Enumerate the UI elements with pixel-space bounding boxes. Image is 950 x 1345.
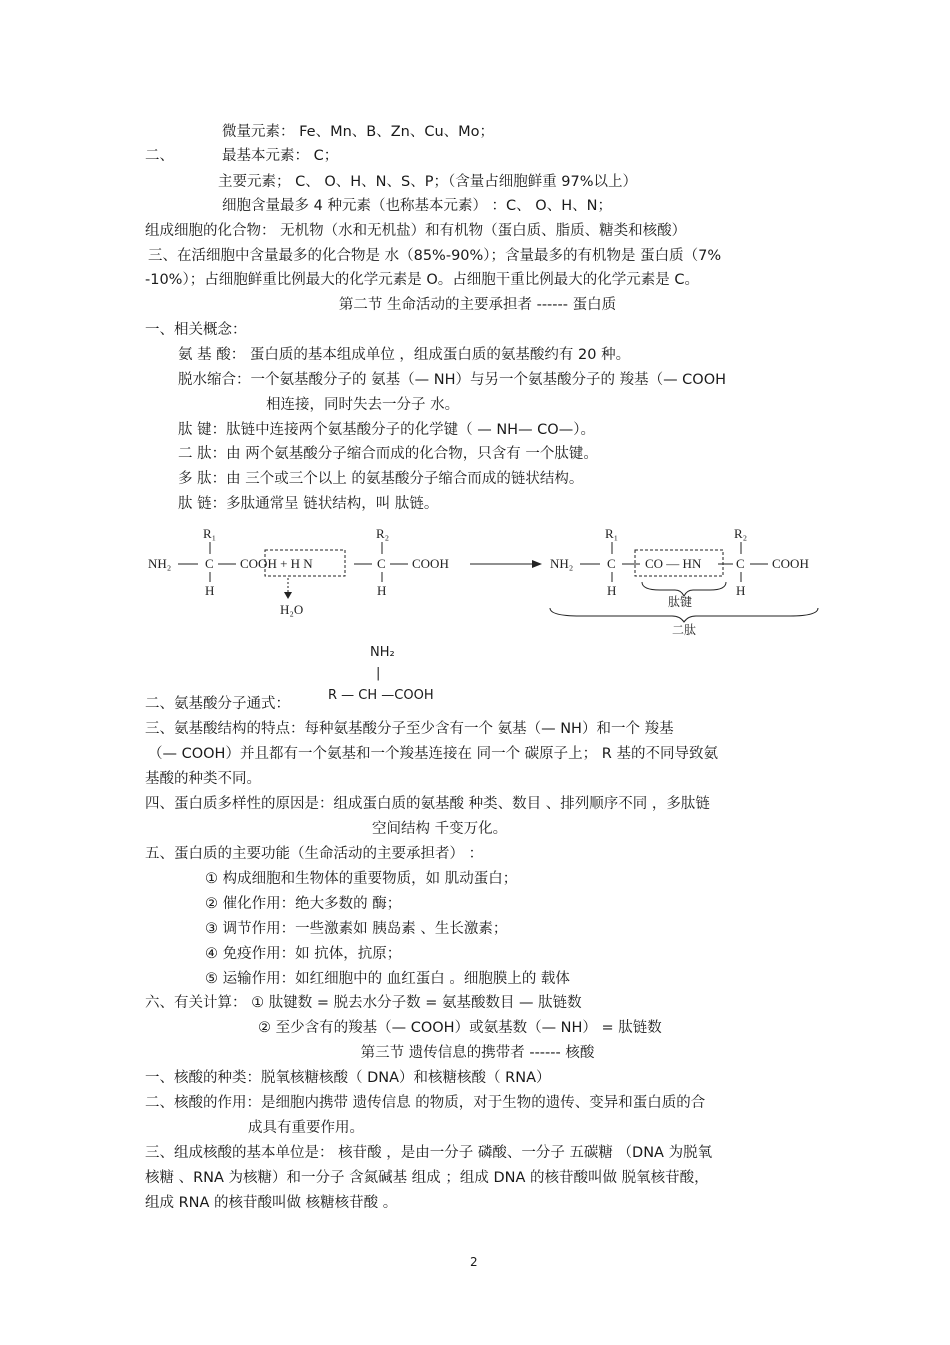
formula-bond: | [376, 666, 381, 681]
right-middle-label: CO — HN [645, 556, 702, 571]
calculation-line2: ② 至少含有的羧基（— COOH）或氨基数（— NH） = 肽链数 [258, 1020, 662, 1036]
nucleic-acid-role-1: 二、核酸的作用：是细胞内携带 遗传信息 的物质，对于生物的遗传、变异和蛋白质的合 [145, 1095, 706, 1111]
function-item: ① 构成细胞和生物体的重要物质，如 肌动蛋白； [205, 871, 518, 887]
calculation-line1: 六、有关计算： ① 肽键数 = 脱去水分子数 = 氨基酸数目 — 肽链数 [145, 995, 582, 1011]
concepts-heading: 一、相关概念： [145, 322, 247, 338]
left-middle-label: COOH + H N [240, 556, 313, 571]
nucleic-acid-types: 一、核酸的种类：脱氧核糖核酸（ DNA）和核糖核酸（ RNA） [145, 1070, 551, 1086]
hydrogen-label: H [607, 583, 617, 598]
hydrogen-label: H [205, 583, 215, 598]
cooh-label: COOH [772, 556, 809, 571]
polypeptide-def: 多 肽：由 三个或三个以上 的氨基酸分子缩合而成的链状结构。 [178, 471, 584, 487]
peptide-chain-def: 肽 链：多肽通常呈 链状结构，叫 肽链。 [178, 496, 439, 512]
peptide-bond-def: 肽 键：肽链中连接两个氨基酸分子的化学键（ — NH— CO—）。 [178, 422, 595, 438]
general-formula-heading: 二、氨基酸分子通式： [145, 696, 290, 712]
dehydration-diagram [140, 520, 830, 640]
peptide-bond-label: 肽键 [668, 595, 693, 609]
hydrogen-label: H [377, 583, 387, 598]
section3-title: 第三节 遗传信息的携带者 ------ 核酸 [360, 1045, 595, 1061]
carbon-label: C [607, 556, 616, 571]
diversity-line1: 四、蛋白质多样性的原因是：组成蛋白质的氨基酸 种类、数目 、排列顺序不同 ，多肽链 [145, 796, 710, 812]
structure-line3: 基酸的种类不同。 [145, 771, 261, 787]
section2-title: 第二节 生命活动的主要承担者 ------ 蛋白质 [338, 297, 617, 313]
hydrogen-label: H [736, 583, 746, 598]
r2-label: R₂ [376, 526, 390, 541]
r1-label: R₁ [605, 526, 619, 541]
carbon-label: C [736, 556, 745, 571]
cell-most-elements-line: 细胞含量最多 4 种元素（也称基本元素） ：C、 O、H、N； [222, 198, 612, 214]
cooh-label: COOH [412, 556, 449, 571]
function-item: ② 催化作用：绝大多数的 酶； [205, 896, 402, 912]
item-number: 二、 [145, 148, 174, 164]
diversity-line2: 空间结构 千变万化。 [372, 821, 508, 837]
dehydration-def-1: 脱水缩合：一个氨基酸分子的 氨基（— NH）与另一个氨基酸分子的 羧基（— COOH [178, 372, 727, 388]
r2-label: R₂ [734, 526, 748, 541]
nh2-label: NH₂ [550, 556, 574, 571]
amino-acid-def: 氨 基 酸： 蛋白质的基本组成单位 ，组成蛋白质的氨基酸约有 20 种。 [178, 347, 631, 363]
functions-heading: 五、蛋白质的主要功能（生命活动的主要承担者） ： [145, 846, 484, 862]
formula-chain: R — CH —COOH [328, 688, 434, 703]
formula-nh2: NH₂ [370, 645, 395, 660]
function-item: ⑤ 运输作用：如红细胞中的 血红蛋白 。细胞膜上的 载体 [205, 971, 570, 987]
r1-label: R₁ [203, 526, 217, 541]
dipeptide-def: 二 肽：由 两个氨基酸分子缩合而成的化合物，只含有 一个肽键。 [178, 446, 598, 462]
nh2-label: NH₂ [148, 556, 172, 571]
structure-line2: （— COOH）并且都有一个氨基和一个羧基连接在 同一个 碳原子上； R 基的不同导致氨 [148, 746, 718, 762]
page-number: 2 [470, 1255, 478, 1269]
basic-elements-line: 最基本元素： C； [222, 148, 339, 164]
dehydration-def-2: 相连接，同时失去一分子 水。 [266, 397, 460, 413]
item3-line1: 三、在活细胞中含量最多的化合物是 水（85%-90%）；含量最多的有机物是 蛋白质（7% [148, 248, 722, 264]
water-label: H₂O [280, 602, 304, 617]
function-item: ④ 免疫作用：如 抗体，抗原； [205, 946, 402, 962]
carbon-label: C [377, 556, 386, 571]
compounds-line: 组成细胞的化合物： 无机物（水和无机盐）和有机物（蛋白质、脂质、糖类和核酸） [145, 223, 687, 239]
structure-line1: 三、氨基酸结构的特点：每种氨基酸分子至少含有一个 氨基（— NH）和一个 羧基 [145, 721, 674, 737]
carbon-label: C [205, 556, 214, 571]
major-elements-line: 主要元素； C、 O、H、N、S、P；（含量占细胞鲜重 97%以上） [218, 174, 638, 190]
nucleic-acid-unit-3: 组成 RNA 的核苷酸叫做 核糖核苷酸 。 [145, 1195, 398, 1211]
nucleic-acid-unit-1: 三、组成核酸的基本单位是： 核苷酸 ，是由一分子 磷酸、一分子 五碳糖 （DNA 为脱氧 [145, 1145, 713, 1161]
dipeptide-label: 二肽 [672, 623, 697, 637]
item3-line2: -10%）；占细胞鲜重比例最大的化学元素是 O。占细胞干重比例最大的化学元素是 C。 [145, 272, 699, 288]
function-item: ③ 调节作用：一些激素如 胰岛素 、生长激素； [205, 921, 508, 937]
trace-elements-line: 微量元素： Fe、Mn、B、Zn、Cu、Mo； [222, 124, 495, 140]
nucleic-acid-role-2: 成具有重要作用。 [248, 1120, 364, 1136]
nucleic-acid-unit-2: 核糖 、RNA 为核糖）和一分子 含氮碱基 组成 ；组成 DNA 的核苷酸叫做 脱氧核苷酸， [145, 1170, 709, 1186]
